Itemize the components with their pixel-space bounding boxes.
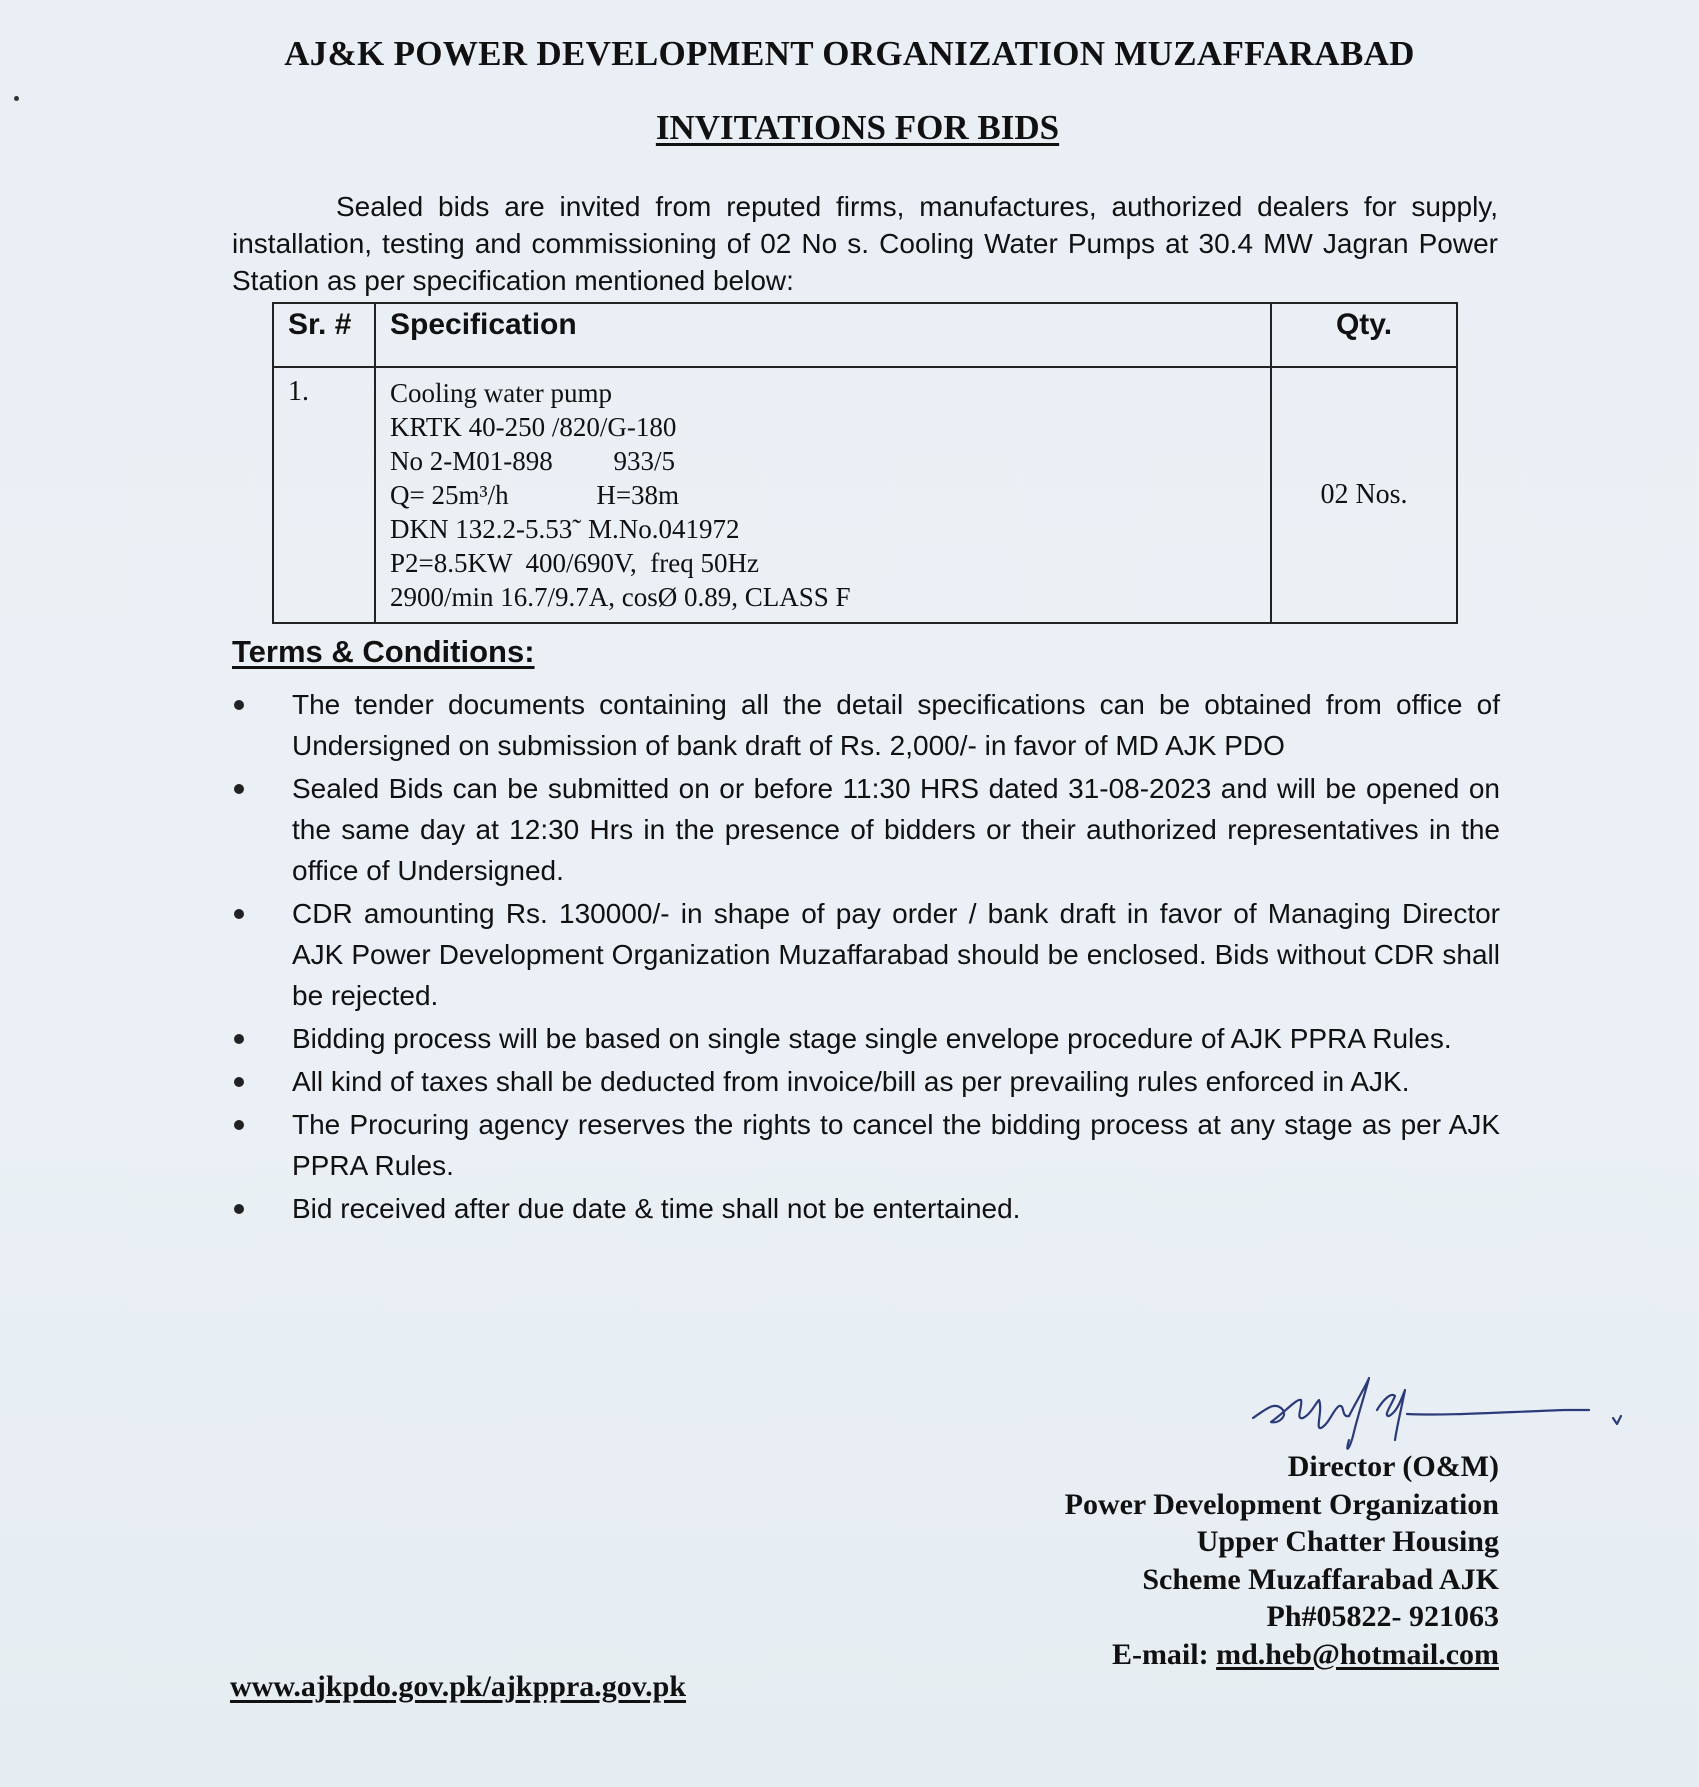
term-text: All kind of taxes shall be deducted from invoice/bill as per prevailing rules enforced in AJK. [292, 1066, 1410, 1097]
spec-line: Cooling water pump [390, 378, 612, 408]
term-text: Sealed Bids can be submitted on or before 11:30 HRS dated 31-08-2023 and will be opened on the same day at 12:30 Hrs in the presence of bidders or their authorized representatives in the office of Undersigned. [292, 773, 1500, 886]
spec-line: No 2-M01-898 933/5 [390, 446, 675, 476]
term-text: CDR amounting Rs. 130000/- in shape of pay order / bank draft in favor of Managing Director AJK Power Development Organization Muzaffarabad should be enclosed. Bids without CDR shall be rejected. [292, 898, 1500, 1011]
scan-speck [14, 96, 19, 101]
spec-line: Q= 25m³/h H=38m [390, 480, 680, 510]
list-item [232, 1061, 1500, 1102]
signatory-phone: Ph#05822- 921063 [1266, 1600, 1499, 1633]
organization-header: AJ&K POWER DEVELOPMENT ORGANIZATION MUZAFFARABAD [284, 34, 1415, 73]
bullet-icon [234, 1034, 244, 1044]
signatory-block [1065, 1448, 1499, 1673]
bullet-icon [234, 1204, 244, 1214]
spec-line: P2=8.5KW 400/690V, freq 50Hz [390, 548, 759, 578]
terms-heading: Terms & Conditions: [232, 634, 535, 669]
qty-cell: 02 Nos. [1271, 367, 1457, 623]
signatory-address-line1: Upper Chatter Housing [1196, 1525, 1499, 1558]
term-text: Bidding process will be based on single stage single envelope procedure of AJK PPRA Rules. [292, 1023, 1452, 1054]
list-item [232, 893, 1500, 1016]
table-row [273, 367, 1457, 623]
header-sr: Sr. # [273, 303, 375, 367]
bullet-icon [234, 1077, 244, 1087]
terms-list [232, 684, 1500, 1231]
document-title: INVITATIONS FOR BIDS [655, 108, 1060, 147]
signatory-organization: Power Development Organization [1064, 1487, 1499, 1521]
bullet-icon [234, 909, 244, 919]
email-label: E-mail: [1111, 1637, 1209, 1671]
signatory-designation: Director (O&M) [1287, 1450, 1499, 1483]
header-specification: Specification [375, 303, 1271, 367]
email-link[interactable]: md.heb@hotmail.com [1216, 1637, 1499, 1671]
table-header-row [273, 303, 1457, 367]
spec-line: 2900/min 16.7/9.7A, cosØ 0.89, CLASS F [390, 582, 851, 612]
intro-paragraph: Sealed bids are invited from reputed firms, manufactures, authorized dealers for supply, installation, testing and commissioning of 02 No s. Cooling Water Pumps at 30.4 MW Jagran Power Station as per specification mentioned below: [232, 191, 1498, 296]
term-text: Bid received after due date & time shall not be entertained. [292, 1193, 1021, 1224]
bullet-icon [234, 700, 244, 710]
spec-line: DKN 132.2-5.53˜ M.No.041972 [390, 514, 740, 544]
term-text: The tender documents containing all the detail specifications can be obtained from office of Undersigned on submission of bank draft of Rs. 2,000/- in favor of MD AJK PDO [292, 689, 1500, 761]
term-text: The Procuring agency reserves the rights to cancel the bidding process at any stage as per AJK PPRA Rules. [292, 1109, 1500, 1181]
signatory-address-line2: Scheme Muzaffarabad AJK [1142, 1562, 1499, 1596]
signatory-email-line [1065, 1636, 1499, 1674]
list-item [232, 1018, 1500, 1059]
specification-cell [375, 367, 1271, 623]
sr-cell: 1. [273, 367, 375, 623]
header-qty: Qty. [1271, 303, 1457, 367]
list-item [232, 1188, 1500, 1229]
list-item [232, 684, 1500, 766]
bullet-icon [234, 1120, 244, 1130]
spec-line: KRTK 40-250 /820/G-180 [390, 412, 677, 442]
specification-table [272, 302, 1458, 624]
list-item [232, 768, 1500, 891]
footer-website-link[interactable]: www.ajkpdo.gov.pk/ajkppra.gov.pk [230, 1670, 687, 1703]
list-item [232, 1104, 1500, 1186]
bullet-icon [234, 784, 244, 794]
